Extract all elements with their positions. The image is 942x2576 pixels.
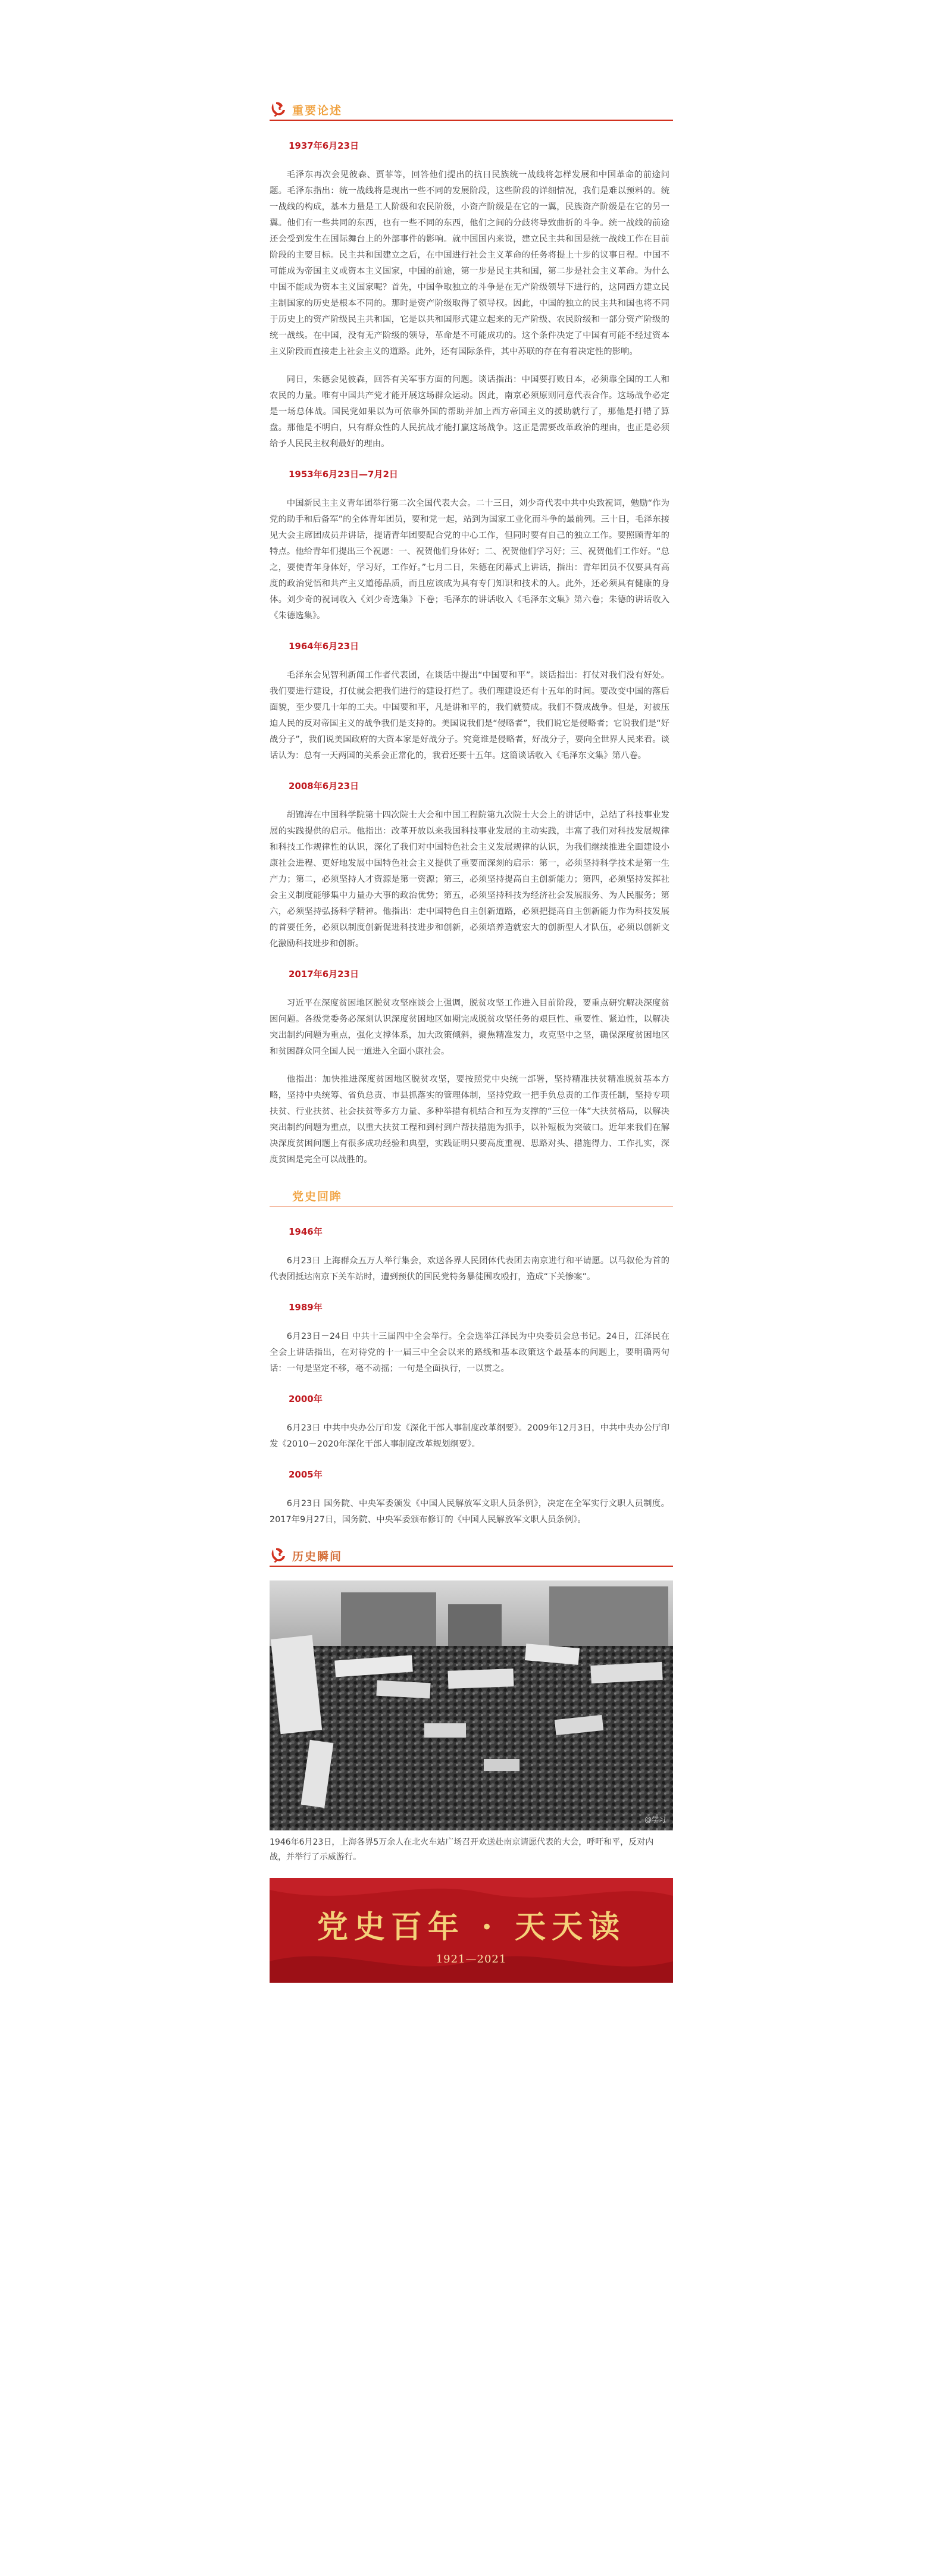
entry-paragraph: 毛泽东再次会见彼森、贾菲等，回答他们提出的抗日民族统一战线将怎样发展和中国革命的前途问题。毛泽东指出：统一战线将是现出一些不同的发展阶段，这些阶段的详细情况，我们是难以预料的。统一战线的构成，基本力量是工人阶级和农民阶级，小资产阶级是在它的一翼，民族资产阶级是在它的另一翼。他们有一些共同的东西，也有一些不同的东西，他们之间的分歧将导致曲折的斗争。统一战线的前途还会受到发生在国际舞台上的外部事件的影响。就中国国内来说，建立民主共和国是统一战线工作在目前阶段的主要目标。民主共和国建立之后，在中国进行社会主义革命的任务将提上十步的议事日程。中国不可能成为帝国主义或资本主义国家，中国的前途，第一步是民主共和国，第二步是社会主义革命。为什么中国不能成为资本主义国家呢？首先，中国争取独立的斗争是在无产阶级领导下进行的，这同西方建立民主制国家的历史是根本不同的。那时是资产阶级取得了领导权。因此，中国的独立的民主共和国也将不同于历史上的资产阶级民主共和国，它是以共和国形式建立起来的无产阶级、农民阶级和一部分资产阶级的统一战线。在中国，没有无产阶级的领导，革命是不可能成功的。这个条件决定了中国有可能不经过资本主义阶段而直接走上社会主义的道路。此外，还有国际条件，其中苏联的存在有着决定性的影响。 [270,170,669,356]
photo-watermark: @学习 [644,1816,666,1824]
banner-years: 1921—2021 [436,1953,507,1965]
entry-date: 1989年 [289,1302,323,1313]
entry-paragraph: 6月23日 上海群众五万人举行集会，欢送各界人民团体代表团去南京进行和平请愿。以马叙伦为首的代表团抵达南京下关车站时，遭到预伏的国民党特务暴徒围攻殴打，造成“下关惨案”。 [270,1256,669,1282]
entry-paragraph: 胡锦涛在中国科学院第十四次院士大会和中国工程院第九次院士大会上的讲话中，总结了科技事业发展的实践提供的启示。他指出：改革开放以来我国科技事业发展的主动实践，丰富了我们对科技发展规律和科技工作规律性的认识，深化了我们对中国特色社会主义发展规律的认识，为我们继续推进全面建设小康社会进程、更好地发展中国特色社会主义提供了重要而深刻的启示：第一，必须坚持科学技术是第一生产力；第二，必须坚持人才资源是第一资源；第三，必须坚持提高自主创新能力；第四，必须坚持发挥社会主义制度能够集中力量办大事的政治优势；第五，必须坚持科技为经济社会发展服务、为人民服务；第六，必须坚持弘扬科学精神。他指出：走中国特色自主创新道路，必须把提高自主创新能力作为科技发展的首要任务，必须以制度创新促进科技进步和创新，必须培养造就宏大的创新型人才队伍，必须以创新文化激励科技进步和创新。 [270,810,669,949]
entry-paragraph: 毛泽东会见智利新闻工作者代表团，在谈话中提出“中国要和平”。谈话指出：打仗对我们没有好处。我们要进行建设，打仗就会把我们进行的建设打烂了。我们理建设还有十五年的时间。要改变中国的落后面貌，至少要几十年的工夫。中国要和平，凡是讲和平的，我们就赞成。我们不赞成战争。但是，对被压迫人民的反对帝国主义的战争我们是支持的。美国说我们是“侵略者”，我们说它是侵略者；它说我们是“好战分子”，我们说美国政府的大资本家是好战分子。究竟谁是侵略者，好战分子，要向全世界人民来看。谈话认为：总有一天两国的关系会正常化的，我看还要十五年。这篇谈话收入《毛泽东文集》第八卷。 [270,671,669,760]
historic-photo [270,1580,673,1830]
entry [270,968,673,1168]
section-divider [270,120,673,121]
party-emblem-icon [270,1547,286,1563]
entry-paragraph: 同日，朱德会见彼森，回答有关军事方面的问题。谈话指出：中国要打败日本，必须靠全国的工人和农民的力量。唯有中国共产党才能开展这场群众运动。因此，南京必须原则同意代表合作。这场战争必定是一场总体战。国民党如果以为可依靠外国的帮助并加上西方帝国主义的援助就行了，那他是打错了算盘。那他是不明白，只有群众性的人民抗战才能打赢这场战争。这正是需要改革政治的理由，也正是必须给予人民民主权利最好的理由。 [270,375,669,449]
entry [270,468,673,624]
section-title: 历史瞬间 [292,1550,343,1563]
banner-title: 党史百年 · 天天读 [317,1909,626,1945]
photo-caption: 1946年6月23日，上海各界5万余人在北火车站广场召开欢送赴南京请愿代表的大会，呼吁和平，反对内战，并举行了示威游行。 [270,1838,654,1862]
article-column [270,0,673,1983]
section-title: 重要论述 [292,104,343,117]
entry-paragraph: 6月23日 国务院、中央军委颁发《中国人民解放军文职人员条例》，决定在全军实行文职人员制度。2017年9月27日，国务院、中央军委颁布修订的《中国人民解放军文职人员条例》。 [270,1499,669,1525]
section-divider [270,1206,673,1207]
entry-paragraph: 他指出：加快推进深度贫困地区脱贫攻坚，要按照党中央统一部署，坚持精准扶贫精准脱贫基本方略，坚持中央统筹、省负总责、市县抓落实的管理体制，坚持党政一把手负总责的工作责任制，坚持专项扶贫、行业扶贫、社会扶贫等多方力量、多种举措有机结合和互为支撑的“三位一体”大扶贫格局，以解决突出制约问题为重点，以重大扶贫工程和到村到户帮扶措施为抓手，以补短板为突破口。近年来我们在解决深度贫困问题上有很多成功经验和典型，实践证明只要高度重视、思路对头、措施得力、工作扎实，深度贫困是完全可以战胜的。 [270,1075,669,1165]
section-title: 党史回眸 [292,1190,343,1203]
entry [270,1225,673,1285]
entry [270,640,673,764]
entry-date: 1953年6月23日—7月2日 [289,469,398,480]
entry-date: 2005年 [289,1469,323,1480]
entry [270,780,673,952]
section-header-photo [270,1540,673,1570]
section-header-review [270,1180,673,1210]
entry-date: 2017年6月23日 [289,969,359,979]
entry-paragraph: 6月23日－24日 中共十三届四中全会举行。全会选举江泽民为中央委员会总书记。24日，江泽民在全会上讲话指出，在对待党的十一届三中全会以来的路线和基本政策这个最基本的问题上，要明确两句话：一句是坚定不移，毫不动摇；一句是全面执行，一以贯之。 [270,1332,669,1373]
entry-date: 2008年6月23日 [289,781,359,791]
entry [270,1392,673,1453]
entry [270,1301,673,1377]
entry-date: 1937年6月23日 [289,140,359,151]
entry [270,139,673,452]
entry-paragraph: 中国新民主主义青年团举行第二次全国代表大会。二十三日，刘少奇代表中共中央致祝词，勉励“作为党的助手和后备军”的全体青年团员，要和党一起，站到为国家工业化而斗争的最前列。三十日，毛泽东接见大会主席团成员并讲话，提请青年团要配合党的中心工作，但同时要有自己的独立工作。要照顾青年的特点。他给青年们提出三个祝愿：一、祝贺他们身体好；二、祝贺他们学习好；三、祝贺他们工作好。“总之，要使青年身体好，学习好，工作好。”七月二日，朱德在闭幕式上讲话，指出：青年团员不仅要具有高度的政治觉悟和共产主义道德品质，而且应该成为具有专门知识和技术的人。此外，还必须具有健康的身体。刘少奇的祝词收入《刘少奇选集》下卷；毛泽东的讲话收入《毛泽东文集》第六卷；朱德的讲话收入《朱德选集》。 [270,499,669,621]
entry-date: 1946年 [289,1226,323,1237]
section-header-important [270,94,673,124]
party-emblem-icon [270,101,286,117]
entry [270,1468,673,1528]
entry-date: 2000年 [289,1394,323,1404]
entry-paragraph: 6月23日 中共中央办公厅印发《深化干部人事制度改革纲要》。2009年12月3日，中共中央办公厅印发《2010－2020年深化干部人事制度改革规划纲要》。 [270,1423,669,1449]
section-divider [270,1566,673,1567]
entry-date: 1964年6月23日 [289,641,359,652]
daily-reading-banner [270,1878,673,1983]
entry-paragraph: 习近平在深度贫困地区脱贫攻坚座谈会上强调，脱贫攻坚工作进入目前阶段，要重点研究解决深度贫困问题。各级党委务必深刻认识深度贫困地区如期完成脱贫攻坚任务的艰巨性、重要性、紧迫性，以解决突出制约问题为重点，强化支撑体系，加大政策倾斜，聚焦精准发力，攻克坚中之坚，确保深度贫困地区和贫困群众同全国人民一道进入全面小康社会。 [270,999,669,1056]
